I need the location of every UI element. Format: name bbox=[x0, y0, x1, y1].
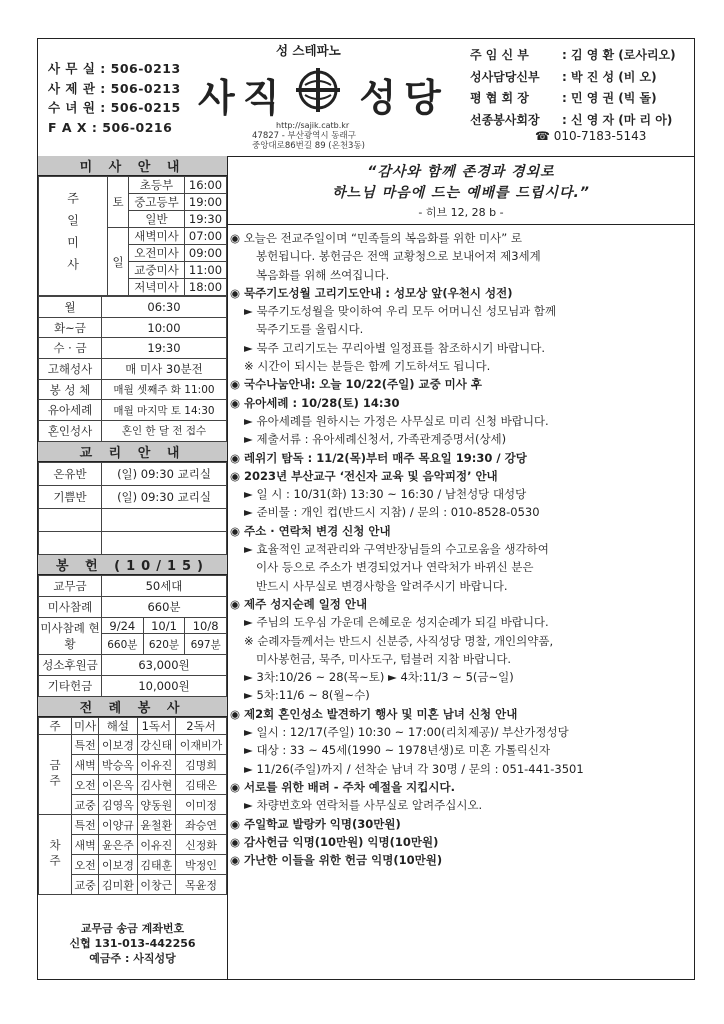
table-cell bbox=[39, 531, 102, 554]
announcement-line: ◉ 주소 · 연락처 변경 신청 안내 bbox=[230, 523, 391, 538]
table-cell: 이재비가 bbox=[176, 735, 227, 755]
table-cell: 김태훈 bbox=[137, 855, 175, 875]
office-row: 사 제 관 : 506-0213 bbox=[48, 80, 181, 96]
left-column bbox=[38, 156, 228, 979]
service-table bbox=[38, 717, 227, 895]
announcement-line: ◉ 유아세례 : 10/28(토) 14:30 bbox=[230, 395, 400, 410]
announcement-line: ◉ 제2회 혼인성소 발견하기 행사 및 미혼 남녀 신청 안내 bbox=[230, 706, 518, 721]
table-row bbox=[39, 815, 227, 835]
table-cell: 교중 bbox=[72, 795, 99, 815]
table-cell: 697분 bbox=[185, 634, 227, 655]
table-cell bbox=[102, 531, 227, 554]
table-row bbox=[39, 485, 227, 508]
table-row bbox=[39, 297, 227, 318]
table-cell: 윤은주 bbox=[99, 835, 137, 855]
table-cell: 11:00 bbox=[184, 262, 226, 279]
table-row bbox=[39, 655, 227, 676]
table-cell: 이유진 bbox=[137, 755, 175, 775]
office-row: F A X : 506-0216 bbox=[48, 119, 173, 135]
table-cell: 중고등부 bbox=[129, 194, 185, 211]
announcement-line: ◉ 가난한 이들을 위한 헌금 익명(10만원) bbox=[230, 853, 443, 868]
table-cell: 박정인 bbox=[176, 855, 227, 875]
staff-name: : 신 영 자 (마 리 아) bbox=[562, 112, 673, 127]
table-cell: 19:30 bbox=[102, 338, 227, 359]
announcement-line: 묵주기도를 올립시다. bbox=[256, 322, 364, 337]
table-cell: 박승옥 bbox=[99, 755, 137, 775]
announcement-line: ◉ 제주 성지순례 일정 안내 bbox=[230, 596, 368, 611]
staff-role: 평 협 회 장 bbox=[470, 91, 529, 105]
doctrine-table bbox=[38, 462, 227, 555]
parish-name-left: 사직 bbox=[198, 76, 288, 120]
table-cell: 이보경 bbox=[99, 735, 137, 755]
staff-role: 주 임 신 부 bbox=[470, 48, 529, 62]
sunday-label: 주일미사 bbox=[39, 177, 108, 296]
table-cell: 오전미사 bbox=[129, 245, 185, 262]
offering-table bbox=[38, 575, 227, 698]
table-cell: 목윤정 bbox=[176, 875, 227, 895]
bank-line3: 예금주 : 사직성당 bbox=[89, 952, 176, 965]
table-cell: 이미정 bbox=[176, 795, 227, 815]
table-cell: 이창근 bbox=[137, 875, 175, 895]
announcement-line: ► 5차:11/6 ~ 8(월~수) bbox=[244, 688, 370, 703]
table-cell: 일반 bbox=[129, 211, 185, 228]
table-cell: 김영옥 bbox=[99, 795, 137, 815]
table-cell: 660분 bbox=[102, 634, 144, 655]
announcement-line: ◉ 오늘은 전교주일이며 “민족들의 복음화를 위한 미사” 로 bbox=[230, 231, 522, 245]
office-row: 수 녀 원 : 506-0215 bbox=[48, 100, 181, 115]
table-cell: 신정화 bbox=[176, 835, 227, 855]
table-row bbox=[39, 617, 227, 634]
address-line2: 중앙대로86번길 89 (온천3동) bbox=[252, 141, 365, 151]
announcement-line: ◉ 2023년 부산교구 ‘전신자 교육 및 음악피정’ 안내 bbox=[230, 468, 498, 483]
table-row bbox=[39, 421, 227, 442]
table-cell: 좌승연 bbox=[176, 815, 227, 835]
announcement-line: ► 일시 : 12/17(주일) 10:30 ~ 17:00(리치제공)/ 부산가정성당 bbox=[244, 725, 569, 740]
header bbox=[38, 39, 694, 157]
announcement-line: ◉ 레위기 탐독 : 11/2(목)부터 매주 목요일 19:30 / 강당 bbox=[230, 450, 527, 465]
mass-table bbox=[38, 176, 227, 296]
table-row bbox=[39, 338, 227, 359]
table-cell: 혼인 한 달 전 접수 bbox=[102, 421, 227, 442]
staff-row bbox=[470, 88, 676, 110]
announcement-line: 미사봉헌금, 묵주, 미사도구, 텀블러 지참 바랍니다. bbox=[256, 651, 512, 666]
service-title: 전 례 봉 사 bbox=[38, 697, 227, 717]
parish-subtitle: 성 스테파노 bbox=[276, 43, 341, 58]
table-cell: 이유진 bbox=[137, 835, 175, 855]
announcement-line: ► 묵주기도성월을 맞이하여 우리 모두 어머니신 성모님과 함께 bbox=[244, 304, 557, 319]
parish-url[interactable]: http://sajik.catb.kr bbox=[276, 121, 350, 130]
table-cell: 온유반 bbox=[39, 462, 102, 485]
parish-logo-icon bbox=[293, 65, 343, 115]
announcement-line: ► 유아세례를 원하시는 가정은 사무실로 미리 신청 바랍니다. bbox=[244, 413, 549, 428]
announcement-line: ► 일 시 : 10/31(화) 13:30 ~ 16:30 / 남천성당 대성당 bbox=[244, 487, 527, 502]
table-cell: 미사참례 bbox=[39, 596, 102, 617]
table-cell: 09:00 bbox=[184, 245, 226, 262]
quote-line1: “감사와 함께 존경과 경외로 bbox=[367, 164, 555, 180]
table-cell: 김태은 bbox=[176, 775, 227, 795]
announcement-line: ◉ 서로를 위한 배려 - 주차 예절을 지킵시다. bbox=[230, 779, 455, 794]
table-cell: 교중미사 bbox=[129, 262, 185, 279]
staff-row bbox=[470, 67, 676, 89]
table-header: 1독서 bbox=[137, 718, 175, 735]
table-cell bbox=[102, 508, 227, 531]
table-cell: 660분 bbox=[102, 596, 227, 617]
mass-title: 미 사 안 내 bbox=[38, 156, 227, 176]
table-cell: 교무금 bbox=[39, 575, 102, 596]
table-cell: 기타헌금 bbox=[39, 676, 102, 697]
announcement-line: ◉ 국수나눔안내: 오늘 10/22(주일) 교중 미사 후 bbox=[230, 377, 483, 392]
staff-role: 성사담당신부 bbox=[470, 69, 540, 84]
table-cell: 18:00 bbox=[184, 279, 226, 296]
table-cell: 교중 bbox=[72, 875, 99, 895]
table-cell: 16:00 bbox=[184, 177, 226, 194]
table-cell: 새벽 bbox=[72, 755, 99, 775]
table-cell: 유아세례 bbox=[39, 400, 102, 421]
staff-row bbox=[470, 45, 676, 67]
staff-row bbox=[470, 110, 676, 132]
table-cell: 새벽미사 bbox=[129, 228, 185, 245]
bank-line1: 교무금 송금 계좌번호 bbox=[80, 922, 185, 935]
table-cell: 월 bbox=[39, 297, 102, 318]
announcement-line: ► 제출서류 : 유아세례신청서, 가족관계증명서(상세) bbox=[244, 432, 507, 447]
table-cell: 매 미사 30분전 bbox=[102, 359, 227, 380]
staff-list bbox=[470, 45, 676, 131]
table-cell: 19:30 bbox=[184, 211, 226, 228]
table-cell: 매월 셋째주 화 11:00 bbox=[102, 379, 227, 400]
table-cell: 10/8 bbox=[185, 617, 227, 634]
week-label: 차주 bbox=[39, 815, 72, 895]
table-cell: 10:00 bbox=[102, 317, 227, 338]
staff-name: : 민 영 권 (빅 돌) bbox=[562, 91, 657, 105]
table-cell: 봉 성 체 bbox=[39, 379, 102, 400]
announcement-line: ► 묵주 고리기도는 꾸리아별 일정표를 참조하시기 바랍니다. bbox=[244, 340, 546, 355]
table-cell: 06:30 bbox=[102, 297, 227, 318]
table-header-row bbox=[39, 718, 227, 735]
table-cell: 김명희 bbox=[176, 755, 227, 775]
table-cell: 윤철환 bbox=[137, 815, 175, 835]
table-cell: 화~금 bbox=[39, 317, 102, 338]
table-cell: 63,000원 bbox=[102, 655, 227, 676]
announcement-line: 복음화를 위해 쓰여집니다. bbox=[256, 267, 390, 282]
doctrine-title: 교 리 안 내 bbox=[38, 442, 227, 462]
table-cell: 이양규 bbox=[99, 815, 137, 835]
table-cell: 10/1 bbox=[143, 617, 185, 634]
table-row bbox=[39, 317, 227, 338]
table-cell: 새벽 bbox=[72, 835, 99, 855]
announcement-line: ※ 순례자들께서는 반드시 신분증, 사직성당 명찰, 개인의약품, bbox=[244, 633, 554, 648]
table-row bbox=[39, 596, 227, 617]
table-cell: 매월 마지막 토 14:30 bbox=[102, 400, 227, 421]
quote-line2: 하느님 마음에 드는 예배를 드립시다.” bbox=[332, 185, 590, 201]
quote-source: - 히브 12, 28 b - bbox=[418, 206, 504, 219]
announcement-line: ◉ 주일학교 발랑카 익명(30만원) bbox=[230, 816, 401, 831]
announcement-line: ► 대상 : 33 ~ 45세(1990 ~ 1978년생)로 미혼 가톨릭신자 bbox=[244, 743, 551, 758]
bank-line2: 신협 131-013-442256 bbox=[69, 937, 196, 950]
announcement-line: ※ 시간이 되시는 분들은 함께 기도하셔도 됩니다. bbox=[244, 359, 491, 374]
parish-name-right: 성당 bbox=[359, 76, 449, 120]
table-cell: 고해성사 bbox=[39, 359, 102, 380]
table-cell: 오전 bbox=[72, 775, 99, 795]
table-cell: 수 · 금 bbox=[39, 338, 102, 359]
announcement-line: ◉ 감사헌금 익명(10만원) 익명(10만원) bbox=[230, 834, 439, 849]
announcement-line: 반드시 사무실로 변경사항을 알려주시기 바랍니다. bbox=[256, 578, 508, 593]
sunday-day-label: 일 bbox=[108, 228, 129, 296]
announcement-line: ◉ 묵주기도성월 고리기도안내 : 성모상 앞(우천시 성전) bbox=[230, 285, 513, 300]
right-column bbox=[228, 156, 694, 979]
offering-title: 봉 헌 (10/15) bbox=[38, 555, 227, 575]
table-cell: 기쁨반 bbox=[39, 485, 102, 508]
table-header: 해설 bbox=[99, 718, 137, 735]
table-header: 미사 bbox=[72, 718, 99, 735]
announcements bbox=[228, 225, 694, 869]
table-row bbox=[39, 400, 227, 421]
table-cell: 50세대 bbox=[102, 575, 227, 596]
table-row bbox=[39, 575, 227, 596]
announcement-line: ► 11/26(주일)까지 / 선착순 남녀 각 30명 / 문의 : 051-441-3501 bbox=[244, 761, 584, 776]
announcement-line: 봉헌됩니다. 봉헌금은 전액 교황청으로 보내어져 제3세계 bbox=[256, 249, 541, 264]
table-cell: 07:00 bbox=[184, 228, 226, 245]
table-row bbox=[39, 531, 227, 554]
attendance-label: 미사참례 현황 bbox=[39, 617, 102, 655]
table-cell: 강신태 bbox=[137, 735, 175, 755]
announcement-line: ► 차량번호와 연락처를 사무실로 알려주십시오. bbox=[244, 798, 483, 813]
table-row bbox=[39, 462, 227, 485]
table-cell: 초등부 bbox=[129, 177, 185, 194]
table-cell: 특전 bbox=[72, 735, 99, 755]
week-label: 금주 bbox=[39, 735, 72, 815]
table-cell: 이은옥 bbox=[99, 775, 137, 795]
table-cell: 혼인성사 bbox=[39, 421, 102, 442]
table-cell: 10,000원 bbox=[102, 676, 227, 697]
table-cell: 620분 bbox=[143, 634, 185, 655]
announcement-line: 이사 등으로 주소가 변경되었거나 연락처가 바뀌신 분은 bbox=[256, 560, 534, 575]
table-row bbox=[39, 508, 227, 531]
table-cell: (일) 09:30 교리실 bbox=[102, 485, 227, 508]
bulletin-page bbox=[37, 38, 695, 980]
announcement-line: ► 준비물 : 개인 컵(반드시 지참) / 문의 : 010-8528-0530 bbox=[244, 505, 540, 520]
office-contacts bbox=[48, 59, 181, 137]
table-cell: 이보경 bbox=[99, 855, 137, 875]
table-cell: 특전 bbox=[72, 815, 99, 835]
table-cell: 양동원 bbox=[137, 795, 175, 815]
table-cell: (일) 09:30 교리실 bbox=[102, 462, 227, 485]
announcement-line: ► 3차:10/26 ~ 28(목~토) ► 4차:11/3 ~ 5(금~일) bbox=[244, 670, 514, 685]
announcement-line: ► 효율적인 교적관리와 구역반장님들의 수고로움을 생각하여 bbox=[244, 542, 549, 557]
table-cell bbox=[39, 508, 102, 531]
table-row bbox=[39, 735, 227, 755]
table-row bbox=[39, 359, 227, 380]
table-cell: 김미환 bbox=[99, 875, 137, 895]
phone-number: ☎ 010-7183-5143 bbox=[535, 129, 647, 143]
saturday-label: 토 bbox=[108, 177, 129, 228]
table-cell: 19:00 bbox=[184, 194, 226, 211]
office-row: 사 무 실 : 506-0213 bbox=[48, 61, 181, 76]
bank-info bbox=[38, 913, 227, 979]
staff-name: : 김 영 환 (로사리오) bbox=[562, 48, 676, 62]
weekday-table bbox=[38, 296, 227, 442]
announcement-line: ► 주님의 도우심 가운데 은혜로운 성지순례가 되길 바랍니다. bbox=[244, 615, 549, 630]
table-header: 2독서 bbox=[176, 718, 227, 735]
table-cell: 성소후원금 bbox=[39, 655, 102, 676]
table-cell: 9/24 bbox=[102, 617, 144, 634]
table-row bbox=[39, 379, 227, 400]
table-cell: 오전 bbox=[72, 855, 99, 875]
table-row bbox=[39, 177, 227, 194]
table-cell: 김사현 bbox=[137, 775, 175, 795]
table-header: 주 bbox=[39, 718, 72, 735]
scripture-quote bbox=[228, 162, 694, 204]
parish-address bbox=[252, 131, 365, 151]
table-cell: 저녁미사 bbox=[129, 279, 185, 296]
address-line1: 47827 - 부산광역시 동래구 bbox=[252, 131, 356, 141]
staff-role: 선종봉사회장 bbox=[470, 112, 540, 127]
table-row bbox=[39, 676, 227, 697]
staff-name: : 박 진 성 (비 오) bbox=[562, 69, 657, 84]
